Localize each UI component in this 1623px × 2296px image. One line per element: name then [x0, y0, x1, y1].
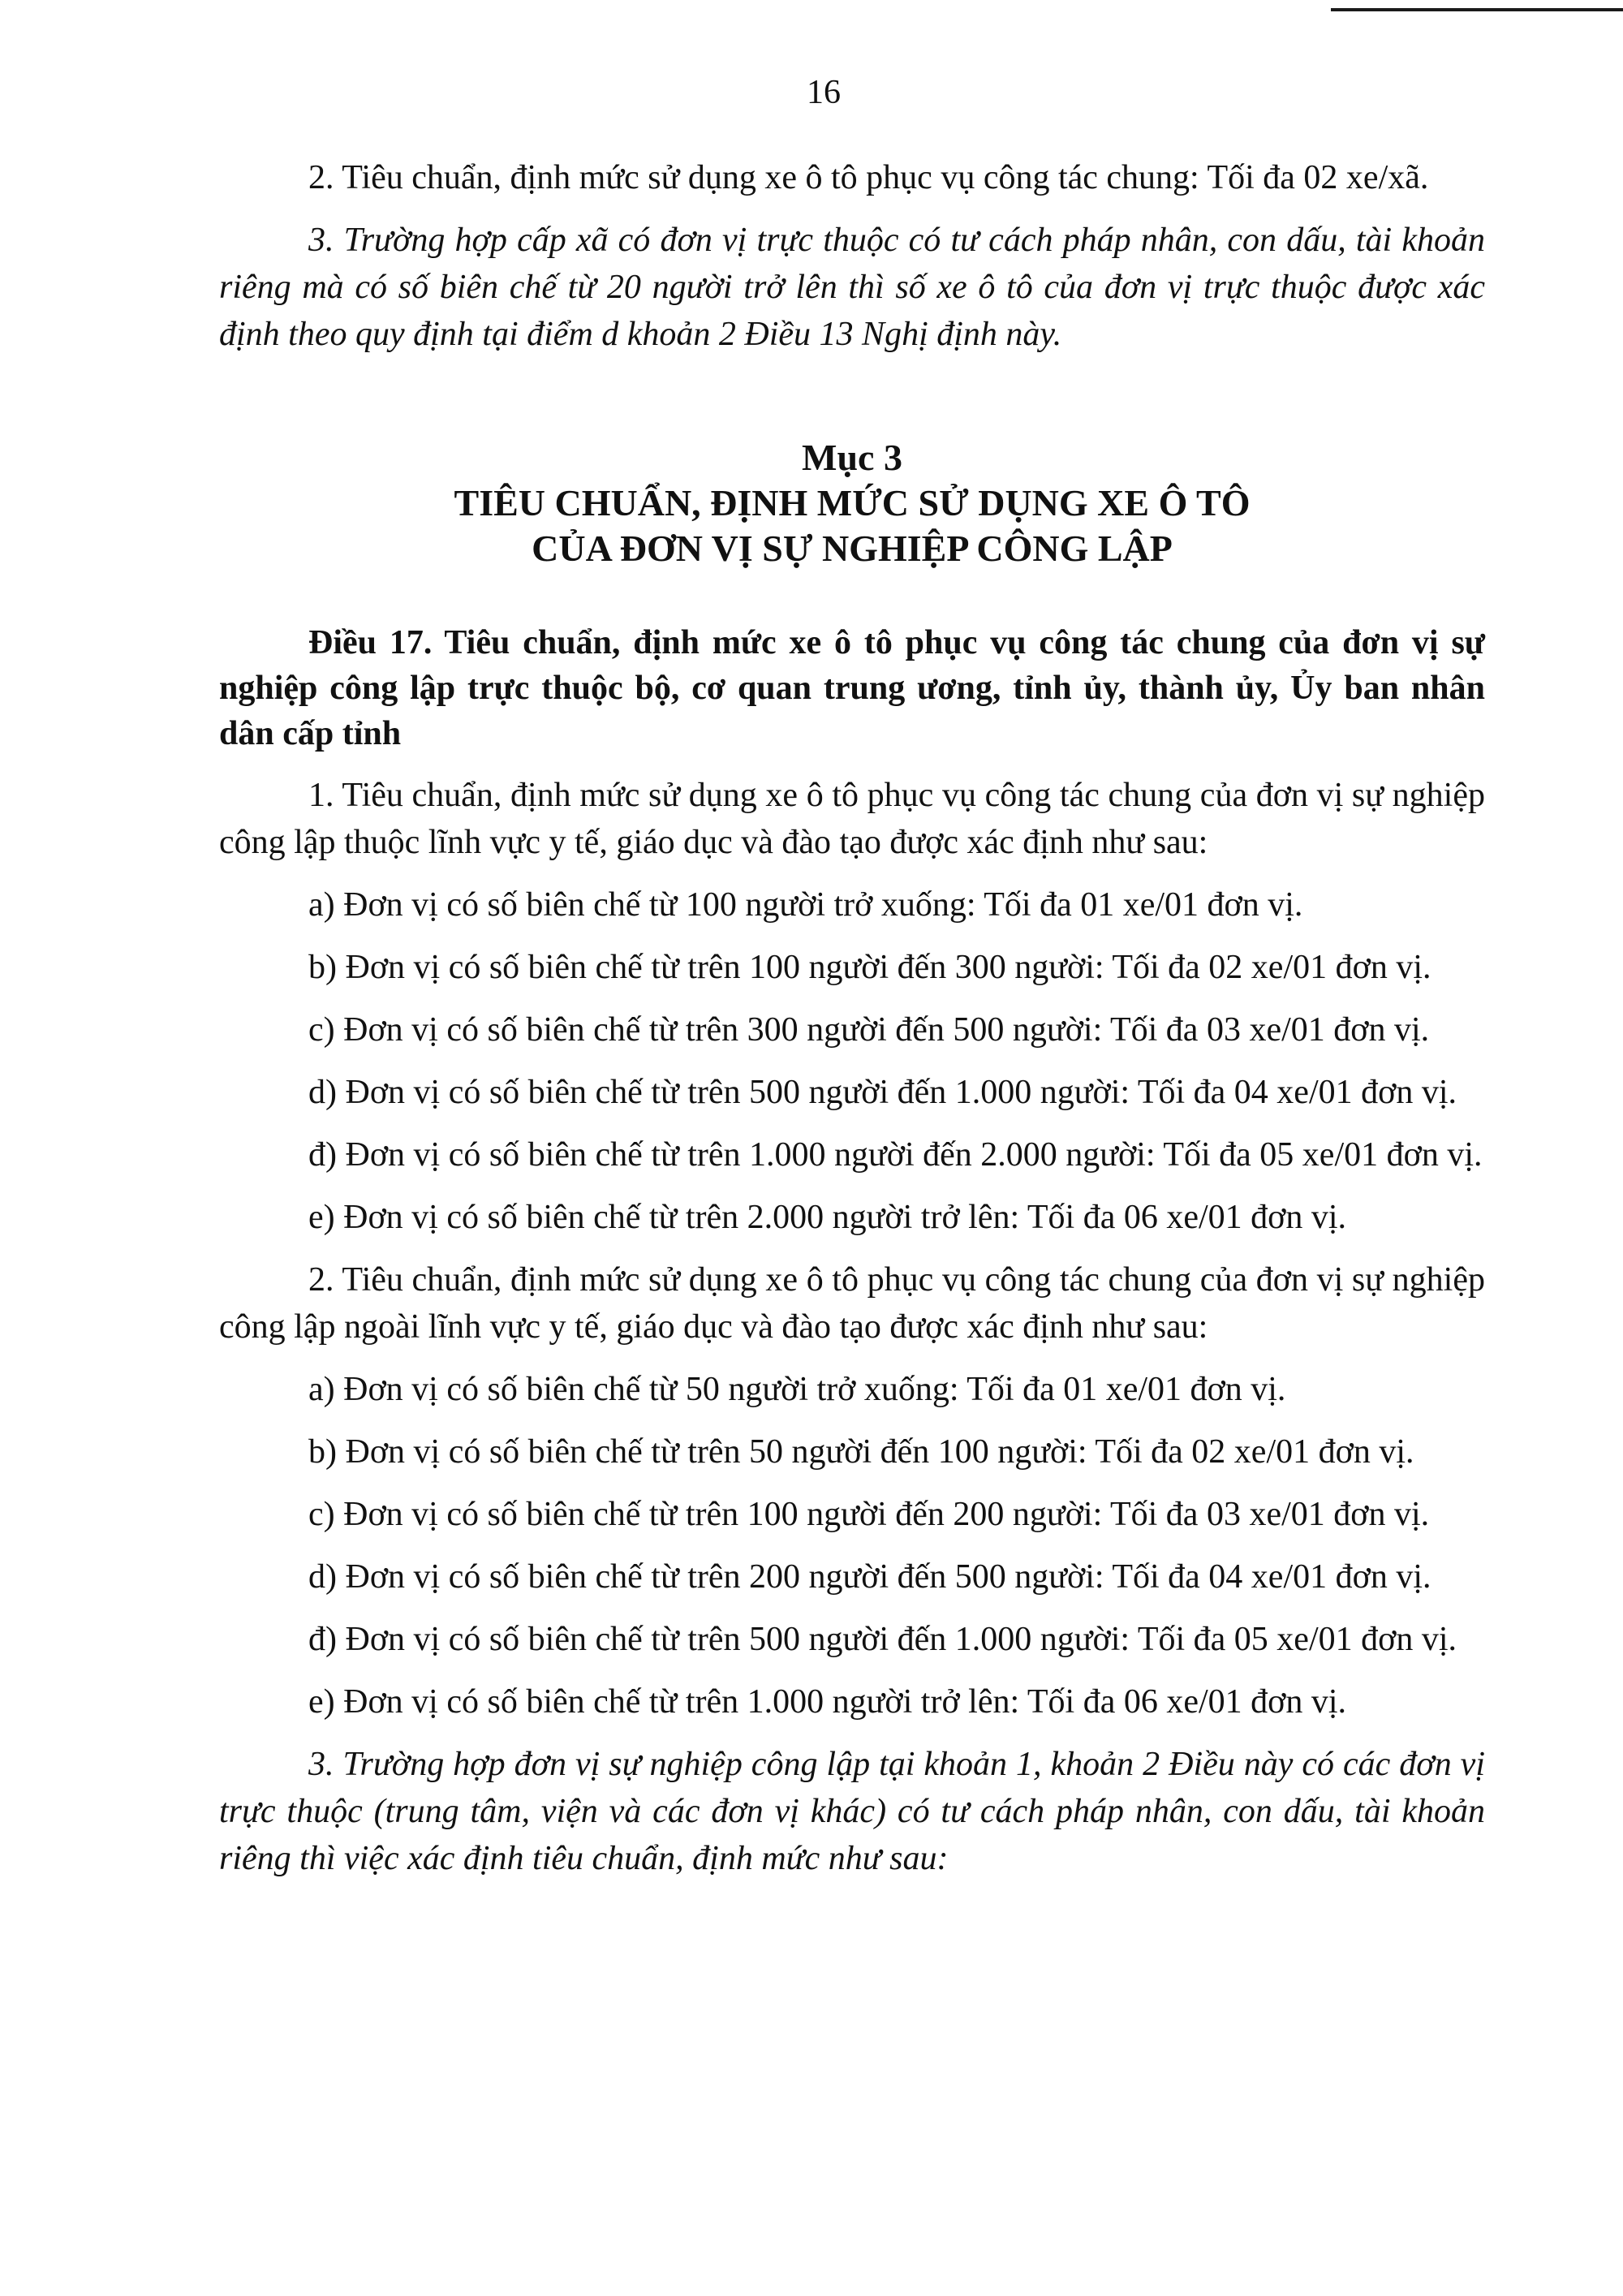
section-label: Mục 3 [802, 437, 902, 478]
top-rule [1331, 8, 1623, 11]
pre-section-paragraphs [219, 154, 1485, 358]
section-heading [219, 435, 1485, 571]
paragraph: đ) Đơn vị có số biên chế từ trên 500 người đến 1.000 người: Tối đa 05 xe/01 đơn vị. [308, 1621, 1457, 1658]
paragraph: 3. Trường hợp cấp xã có đơn vị trực thuộc có tư cách pháp nhân, con dấu, tài khoản riêng mà có số biên chế từ 20 người trở lên thì số xe ô tô của đơn vị trực thuộc được xác định theo quy định tại điểm d khoản 2 Điều 13 Nghị định này. [219, 222, 1485, 353]
paragraph: b) Đơn vị có số biên chế từ trên 50 người đến 100 người: Tối đa 02 xe/01 đơn vị. [308, 1433, 1414, 1471]
paragraph: c) Đơn vị có số biên chế từ trên 300 người đến 500 người: Tối đa 03 xe/01 đơn vị. [308, 1011, 1430, 1049]
paragraph: 2. Tiêu chuẩn, định mức sử dụng xe ô tô phục vụ công tác chung của đơn vị sự nghiệp công lập ngoài lĩnh vực y tế, giáo dục và đào tạo được xác định như sau: [219, 1261, 1485, 1346]
paragraph: đ) Đơn vị có số biên chế từ trên 1.000 người đến 2.000 người: Tối đa 05 xe/01 đơn vị. [308, 1136, 1483, 1174]
paragraph: d) Đơn vị có số biên chế từ trên 500 người đến 1.000 người: Tối đa 04 xe/01 đơn vị. [308, 1074, 1457, 1111]
paragraph: 3. Trường hợp đơn vị sự nghiệp công lập tại khoản 1, khoản 2 Điều này có các đơn vị trực thuộc (trung tâm, viện và các đơn vị khác) có tư cách pháp nhân, con dấu, tài khoản riêng thì việc xác định tiêu chuẩn, định mức như sau: [219, 1746, 1485, 1877]
paragraph: b) Đơn vị có số biên chế từ trên 100 người đến 300 người: Tối đa 02 xe/01 đơn vị. [308, 949, 1431, 986]
article-paragraphs [219, 772, 1485, 1882]
paragraph: e) Đơn vị có số biên chế từ trên 2.000 người trở lên: Tối đa 06 xe/01 đơn vị. [308, 1199, 1347, 1236]
article-title: Điều 17. Tiêu chuẩn, định mức xe ô tô phục vụ công tác chung của đơn vị sự nghiệp công lập trực thuộc bộ, cơ quan trung ương, tỉnh ủy, thành ủy, Ủy ban nhân dân cấp tỉnh [219, 624, 1485, 752]
section-title-line-2: CỦA ĐƠN VỊ SỰ NGHIỆP CÔNG LẬP [532, 528, 1173, 569]
paragraph: 2. Tiêu chuẩn, định mức sử dụng xe ô tô phục vụ công tác chung: Tối đa 02 xe/xã. [308, 159, 1429, 196]
paragraph: d) Đơn vị có số biên chế từ trên 200 người đến 500 người: Tối đa 04 xe/01 đơn vị. [308, 1558, 1431, 1596]
paragraph: 1. Tiêu chuẩn, định mức sử dụng xe ô tô phục vụ công tác chung của đơn vị sự nghiệp công lập thuộc lĩnh vực y tế, giáo dục và đào tạo được xác định như sau: [219, 777, 1485, 861]
paragraph: e) Đơn vị có số biên chế từ trên 1.000 người trở lên: Tối đa 06 xe/01 đơn vị. [308, 1683, 1347, 1721]
document-body [219, 154, 1485, 1882]
paragraph: a) Đơn vị có số biên chế từ 100 người trở xuống: Tối đa 01 xe/01 đơn vị. [308, 886, 1303, 924]
paragraph: a) Đơn vị có số biên chế từ 50 người trở xuống: Tối đa 01 xe/01 đơn vị. [308, 1371, 1286, 1408]
page-number: 16 [807, 74, 841, 111]
paragraph: c) Đơn vị có số biên chế từ trên 100 người đến 200 người: Tối đa 03 xe/01 đơn vị. [308, 1496, 1430, 1533]
section-title-line-1: TIÊU CHUẨN, ĐỊNH MỨC SỬ DỤNG XE Ô TÔ [454, 482, 1251, 523]
